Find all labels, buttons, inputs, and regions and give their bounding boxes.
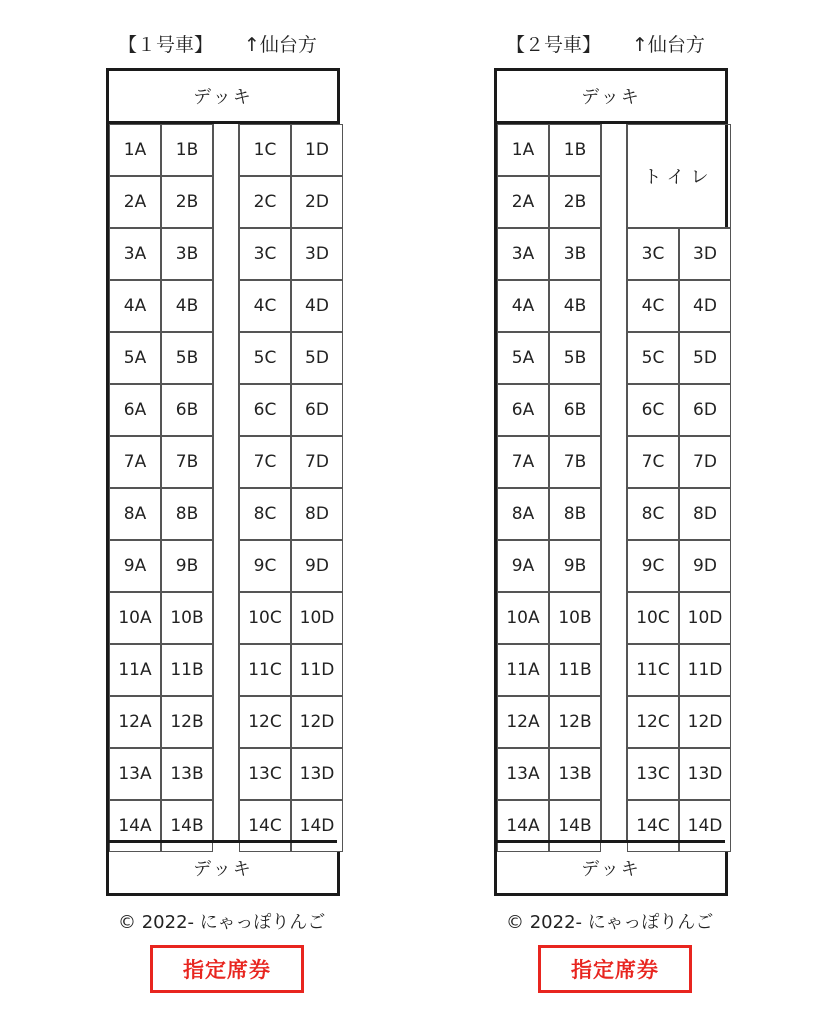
seat-2D[interactable]: 2D [291, 176, 343, 228]
seat-7A[interactable]: 7A [497, 436, 549, 488]
car-2-toilet: トイレ [627, 124, 731, 228]
seat-1B[interactable]: 1B [549, 124, 601, 176]
seat-9C[interactable]: 9C [239, 540, 291, 592]
seat-14B[interactable]: 14B [549, 800, 601, 852]
seat-4B[interactable]: 4B [549, 280, 601, 332]
car-1-aisle [213, 124, 239, 843]
seat-14C[interactable]: 14C [239, 800, 291, 852]
car-2-front-deck: デッキ [497, 71, 725, 124]
seat-7A[interactable]: 7A [109, 436, 161, 488]
seat-6C[interactable]: 6C [239, 384, 291, 436]
seat-1A[interactable]: 1A [109, 124, 161, 176]
car-1-seat-map [106, 68, 340, 896]
seat-4A[interactable]: 4A [497, 280, 549, 332]
seat-14C[interactable]: 14C [627, 800, 679, 852]
seat-9A[interactable]: 9A [109, 540, 161, 592]
seat-2A[interactable]: 2A [497, 176, 549, 228]
seat-11B[interactable]: 11B [161, 644, 213, 696]
car-2-copyright: © 2022- にゃっぽりんご [506, 912, 714, 933]
seat-6C[interactable]: 6C [627, 384, 679, 436]
seat-2B[interactable]: 2B [549, 176, 601, 228]
seat-9C[interactable]: 9C [627, 540, 679, 592]
seat-13C[interactable]: 13C [627, 748, 679, 800]
seat-5A[interactable]: 5A [497, 332, 549, 384]
seat-8D[interactable]: 8D [679, 488, 731, 540]
seat-5B[interactable]: 5B [161, 332, 213, 384]
seat-2C[interactable]: 2C [239, 176, 291, 228]
seat-6B[interactable]: 6B [161, 384, 213, 436]
car-2-aisle [601, 124, 627, 843]
seat-3A[interactable]: 3A [109, 228, 161, 280]
seat-1C[interactable]: 1C [239, 124, 291, 176]
seat-9A[interactable]: 9A [497, 540, 549, 592]
seat-7C[interactable]: 7C [627, 436, 679, 488]
seat-5C[interactable]: 5C [627, 332, 679, 384]
seat-12A[interactable]: 12A [109, 696, 161, 748]
seat-3A[interactable]: 3A [497, 228, 549, 280]
seat-9D[interactable]: 9D [679, 540, 731, 592]
seat-8B[interactable]: 8B [161, 488, 213, 540]
seat-10D[interactable]: 10D [679, 592, 731, 644]
seat-7C[interactable]: 7C [239, 436, 291, 488]
seat-3B[interactable]: 3B [549, 228, 601, 280]
seat-4A[interactable]: 4A [109, 280, 161, 332]
seat-12A[interactable]: 12A [497, 696, 549, 748]
seat-11C[interactable]: 11C [239, 644, 291, 696]
seat-7B[interactable]: 7B [549, 436, 601, 488]
seat-10D[interactable]: 10D [291, 592, 343, 644]
seat-5D[interactable]: 5D [679, 332, 731, 384]
seat-5A[interactable]: 5A [109, 332, 161, 384]
seat-10A[interactable]: 10A [109, 592, 161, 644]
seat-6A[interactable]: 6A [497, 384, 549, 436]
seat-8D[interactable]: 8D [291, 488, 343, 540]
seat-3D[interactable]: 3D [679, 228, 731, 280]
car-2-seat-map [494, 68, 728, 896]
car-1-label: 【１号車】 [118, 34, 214, 56]
seat-6D[interactable]: 6D [291, 384, 343, 436]
seat-12B[interactable]: 12B [549, 696, 601, 748]
seat-14B[interactable]: 14B [161, 800, 213, 852]
seat-11A[interactable]: 11A [109, 644, 161, 696]
seat-13C[interactable]: 13C [239, 748, 291, 800]
seat-1A[interactable]: 1A [497, 124, 549, 176]
car-1-copyright: © 2022- にゃっぽりんご [118, 912, 326, 933]
seat-5C[interactable]: 5C [239, 332, 291, 384]
seat-8A[interactable]: 8A [497, 488, 549, 540]
seat-11A[interactable]: 11A [497, 644, 549, 696]
seat-7B[interactable]: 7B [161, 436, 213, 488]
seat-3C[interactable]: 3C [239, 228, 291, 280]
seat-4D[interactable]: 4D [291, 280, 343, 332]
seat-8B[interactable]: 8B [549, 488, 601, 540]
car-2-rear-deck: デッキ [497, 840, 725, 893]
car-1-front-deck: デッキ [109, 71, 337, 124]
seat-10C[interactable]: 10C [627, 592, 679, 644]
car-1-rear-deck: デッキ [109, 840, 337, 893]
seat-4B[interactable]: 4B [161, 280, 213, 332]
car-2-ticket-type-badge: 指定席券 [538, 945, 692, 993]
car-2-label: 【２号車】 [506, 34, 602, 56]
seat-13B[interactable]: 13B [549, 748, 601, 800]
seat-14D[interactable]: 14D [679, 800, 731, 852]
seat-14D[interactable]: 14D [291, 800, 343, 852]
seat-8C[interactable]: 8C [239, 488, 291, 540]
seat-10B[interactable]: 10B [549, 592, 601, 644]
seat-5B[interactable]: 5B [549, 332, 601, 384]
seat-13A[interactable]: 13A [109, 748, 161, 800]
seat-11D[interactable]: 11D [679, 644, 731, 696]
car-2-panel [388, 0, 788, 1024]
seat-13B[interactable]: 13B [161, 748, 213, 800]
car-1-panel [0, 0, 400, 1024]
seat-2A[interactable]: 2A [109, 176, 161, 228]
seat-3B[interactable]: 3B [161, 228, 213, 280]
seat-12B[interactable]: 12B [161, 696, 213, 748]
seat-7D[interactable]: 7D [291, 436, 343, 488]
seat-6B[interactable]: 6B [549, 384, 601, 436]
car-1-ticket-type-badge: 指定席券 [150, 945, 304, 993]
seat-6D[interactable]: 6D [679, 384, 731, 436]
seat-10C[interactable]: 10C [239, 592, 291, 644]
seat-9D[interactable]: 9D [291, 540, 343, 592]
seat-1D[interactable]: 1D [291, 124, 343, 176]
seat-11D[interactable]: 11D [291, 644, 343, 696]
seat-1B[interactable]: 1B [161, 124, 213, 176]
seat-4C[interactable]: 4C [239, 280, 291, 332]
seat-5D[interactable]: 5D [291, 332, 343, 384]
car-2-direction: ↑仙台方 [632, 34, 705, 56]
seat-3D[interactable]: 3D [291, 228, 343, 280]
seat-10B[interactable]: 10B [161, 592, 213, 644]
seat-8C[interactable]: 8C [627, 488, 679, 540]
seat-9B[interactable]: 9B [549, 540, 601, 592]
seat-12D[interactable]: 12D [679, 696, 731, 748]
seat-4D[interactable]: 4D [679, 280, 731, 332]
seat-8A[interactable]: 8A [109, 488, 161, 540]
seat-7D[interactable]: 7D [679, 436, 731, 488]
seat-13D[interactable]: 13D [291, 748, 343, 800]
seat-4C[interactable]: 4C [627, 280, 679, 332]
seat-14A[interactable]: 14A [109, 800, 161, 852]
seat-12C[interactable]: 12C [239, 696, 291, 748]
seat-11C[interactable]: 11C [627, 644, 679, 696]
seat-9B[interactable]: 9B [161, 540, 213, 592]
seat-14A[interactable]: 14A [497, 800, 549, 852]
seat-2B[interactable]: 2B [161, 176, 213, 228]
seat-13D[interactable]: 13D [679, 748, 731, 800]
seat-12D[interactable]: 12D [291, 696, 343, 748]
car-1-direction: ↑仙台方 [244, 34, 317, 56]
seat-11B[interactable]: 11B [549, 644, 601, 696]
seat-13A[interactable]: 13A [497, 748, 549, 800]
seat-12C[interactable]: 12C [627, 696, 679, 748]
seat-3C[interactable]: 3C [627, 228, 679, 280]
seat-6A[interactable]: 6A [109, 384, 161, 436]
seat-10A[interactable]: 10A [497, 592, 549, 644]
